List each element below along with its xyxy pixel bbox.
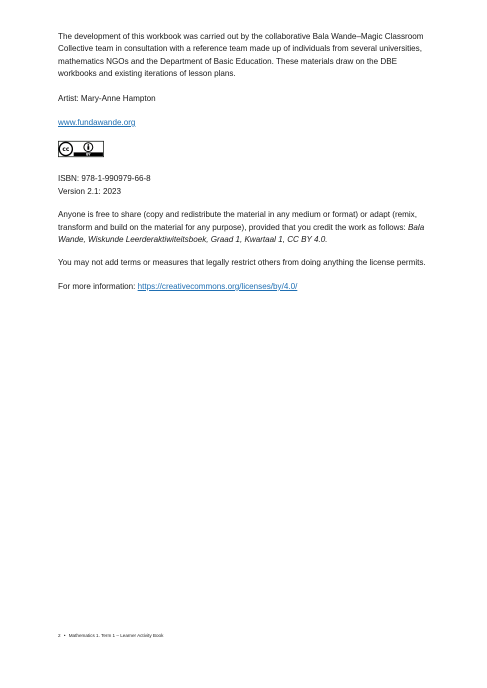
page-content [58,31,433,304]
license-url-link[interactable]: https://creativecommons.org/licenses/by/4.0/ [137,281,298,291]
intro-paragraph: The development of this workbook was carried out by the collaborative Bala Wande–Magic Classroom Collective team in consultation with a reference team made up of individuals from several universities, mathematics NGOs and the Department of Basic Education. These materials draw on the DBE workbooks and existing iterations of lesson plans. [58,32,424,79]
website-link[interactable]: www.fundawande.org [58,118,136,128]
isbn-block [58,173,433,198]
credit-text: Bala Wande, Wiskunde Leerderaktiwiteitsboek, Graad 1, Kwartaal 1, CC BY 4.0. [58,222,425,245]
share-paragraph [58,209,433,246]
footer-bullet: • [63,633,66,638]
more-info-paragraph [58,281,433,293]
page-footer [58,633,165,639]
isbn-number: ISBN: 978-1-990979-66-8 [58,174,151,184]
svg-text:cc: cc [62,147,70,154]
cc-by-label: BY [86,152,91,157]
cc-by-icon [58,139,104,159]
more-info-label: For more information: [58,281,138,291]
page-number: 2 [58,633,61,638]
restriction-paragraph: You may not add terms or measures that legally restrict others from doing anything the license permits. [58,258,426,268]
footer-title: Mathematics 1. Term 1 – Learner Activity Book [68,633,164,638]
share-text: Anyone is free to share (copy and redistribute the material in any medium or format) or adapt (remix, transform and build on the material for any purpose), provided that you credit the work as follows: [58,210,417,232]
version-label: Version 2.1: 2023 [58,186,121,196]
artist-credit: Artist: Mary-Anne Hampton [58,93,156,103]
